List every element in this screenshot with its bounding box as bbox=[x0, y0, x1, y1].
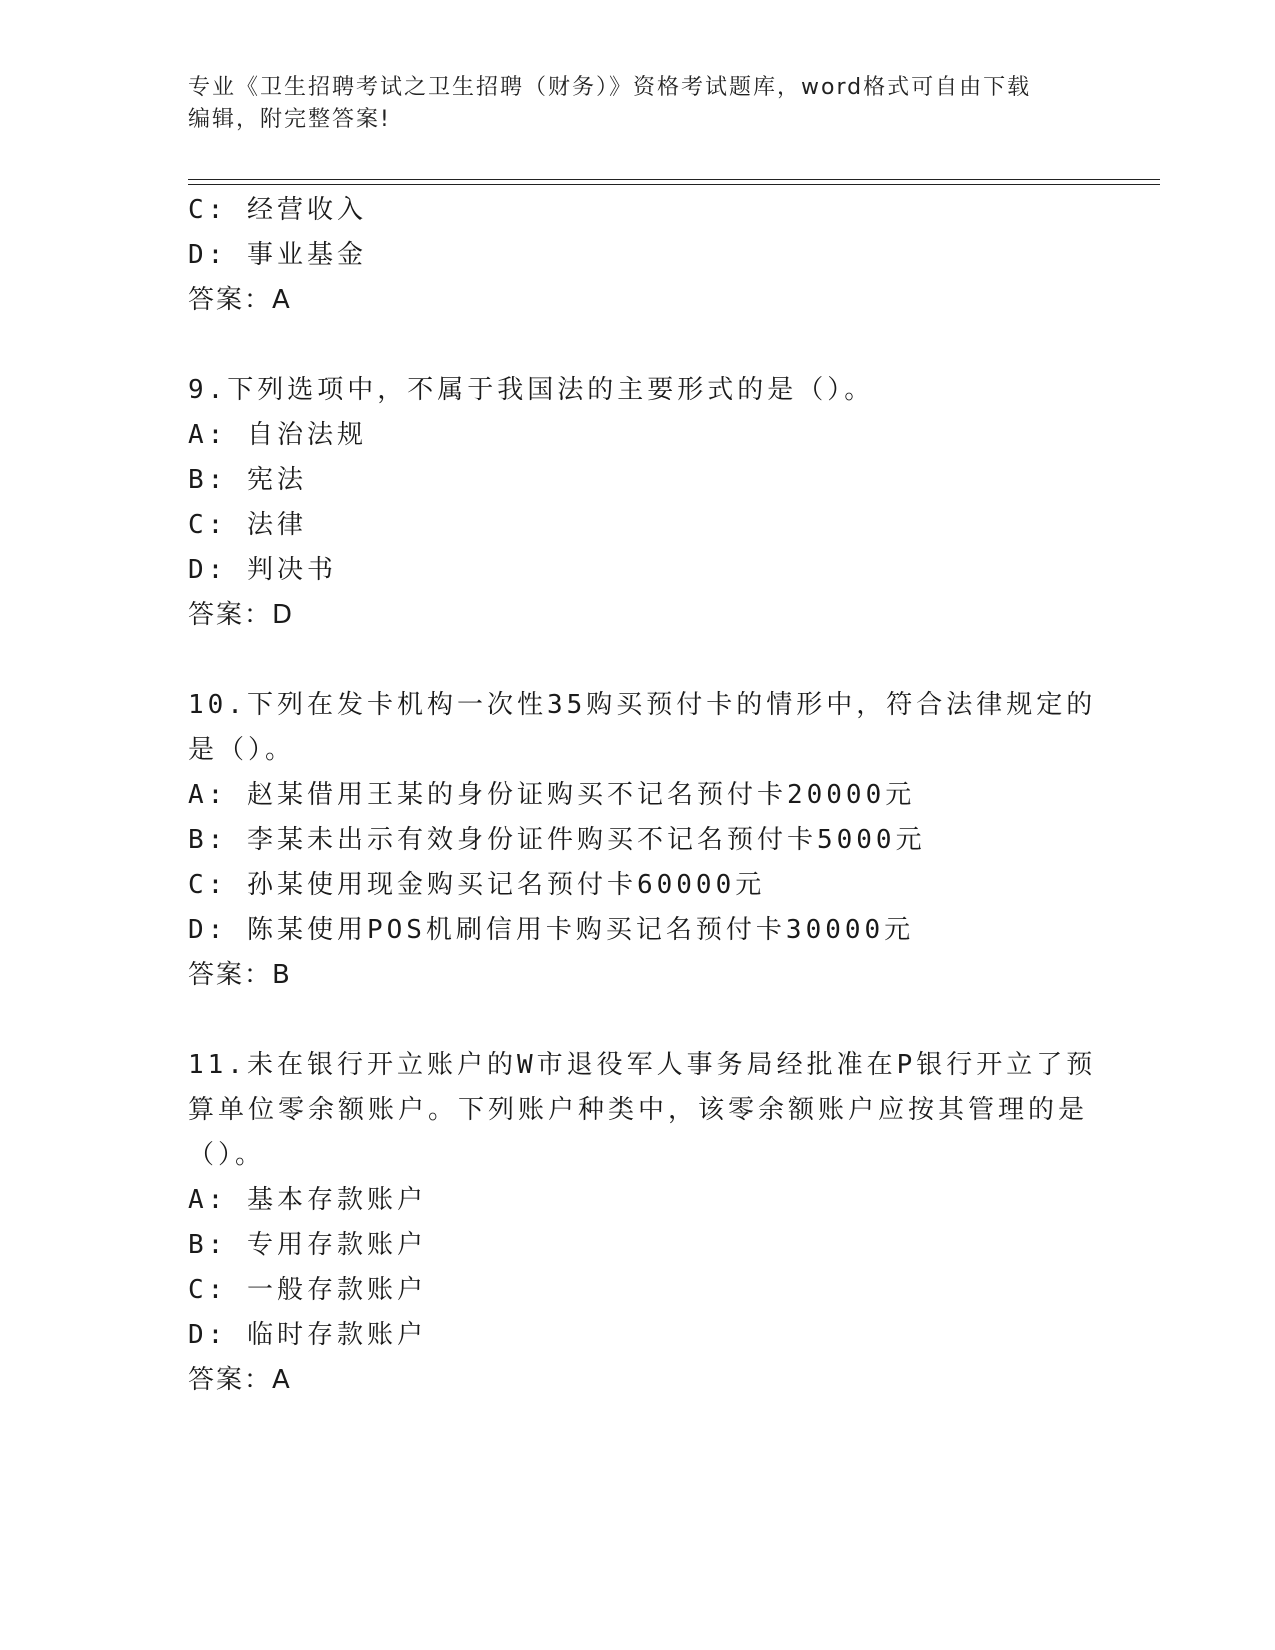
q10-option-a: A: 赵某借用王某的身份证购买不记名预付卡20000元 bbox=[188, 780, 916, 810]
q10-option-d: D: 陈某使用POS机刷信用卡购买记名预付卡30000元 bbox=[188, 915, 915, 945]
q10-stem-line-1: 10.下列在发卡机构一次性35购买预付卡的情形中，符合法律规定的 bbox=[188, 690, 1097, 720]
q11-stem-line-1: 11.未在银行开立账户的W市退役军人事务局经批准在P银行开立了预 bbox=[188, 1050, 1097, 1080]
q9-option-b: B: 宪法 bbox=[188, 465, 307, 495]
q9-option-a: A: 自治法规 bbox=[188, 420, 367, 450]
q11-option-c: C: 一般存款账户 bbox=[188, 1275, 427, 1305]
header-rule-bottom bbox=[188, 184, 1160, 185]
q9-option-d: D: 判决书 bbox=[188, 555, 337, 585]
q10-option-c: C: 孙某使用现金购买记名预付卡60000元 bbox=[188, 870, 766, 900]
q11-answer: 答案：A bbox=[188, 1365, 292, 1395]
q11-stem-line-3: （）。 bbox=[188, 1140, 266, 1170]
header-rule-top bbox=[188, 179, 1160, 180]
q10-option-b: B: 李某未出示有效身份证件购买不记名预付卡5000元 bbox=[188, 825, 926, 855]
header-line-1: 专业《卫生招聘考试之卫生招聘（财务）》资格考试题库，word格式可自由下载 bbox=[188, 75, 1032, 100]
q11-option-d: D: 临时存款账户 bbox=[188, 1320, 427, 1350]
q10-stem-line-2: 是（）。 bbox=[188, 735, 296, 765]
prev-option-d: D: 事业基金 bbox=[188, 240, 367, 270]
q11-option-b: B: 专用存款账户 bbox=[188, 1230, 427, 1260]
document-header bbox=[188, 72, 1078, 136]
prev-answer: 答案：A bbox=[188, 285, 292, 315]
q9-answer: 答案：D bbox=[188, 600, 295, 630]
header-line-2: 编辑，附完整答案! bbox=[188, 107, 391, 132]
prev-option-c: C: 经营收入 bbox=[188, 195, 367, 225]
q10-answer: 答案：B bbox=[188, 960, 292, 990]
q11-stem-line-2: 算单位零余额账户。下列账户种类中，该零余额账户应按其管理的是 bbox=[188, 1095, 1089, 1125]
q9-option-c: C: 法律 bbox=[188, 510, 307, 540]
q9-stem: 9.下列选项中，不属于我国法的主要形式的是（）。 bbox=[188, 375, 875, 405]
q11-option-a: A: 基本存款账户 bbox=[188, 1185, 427, 1215]
